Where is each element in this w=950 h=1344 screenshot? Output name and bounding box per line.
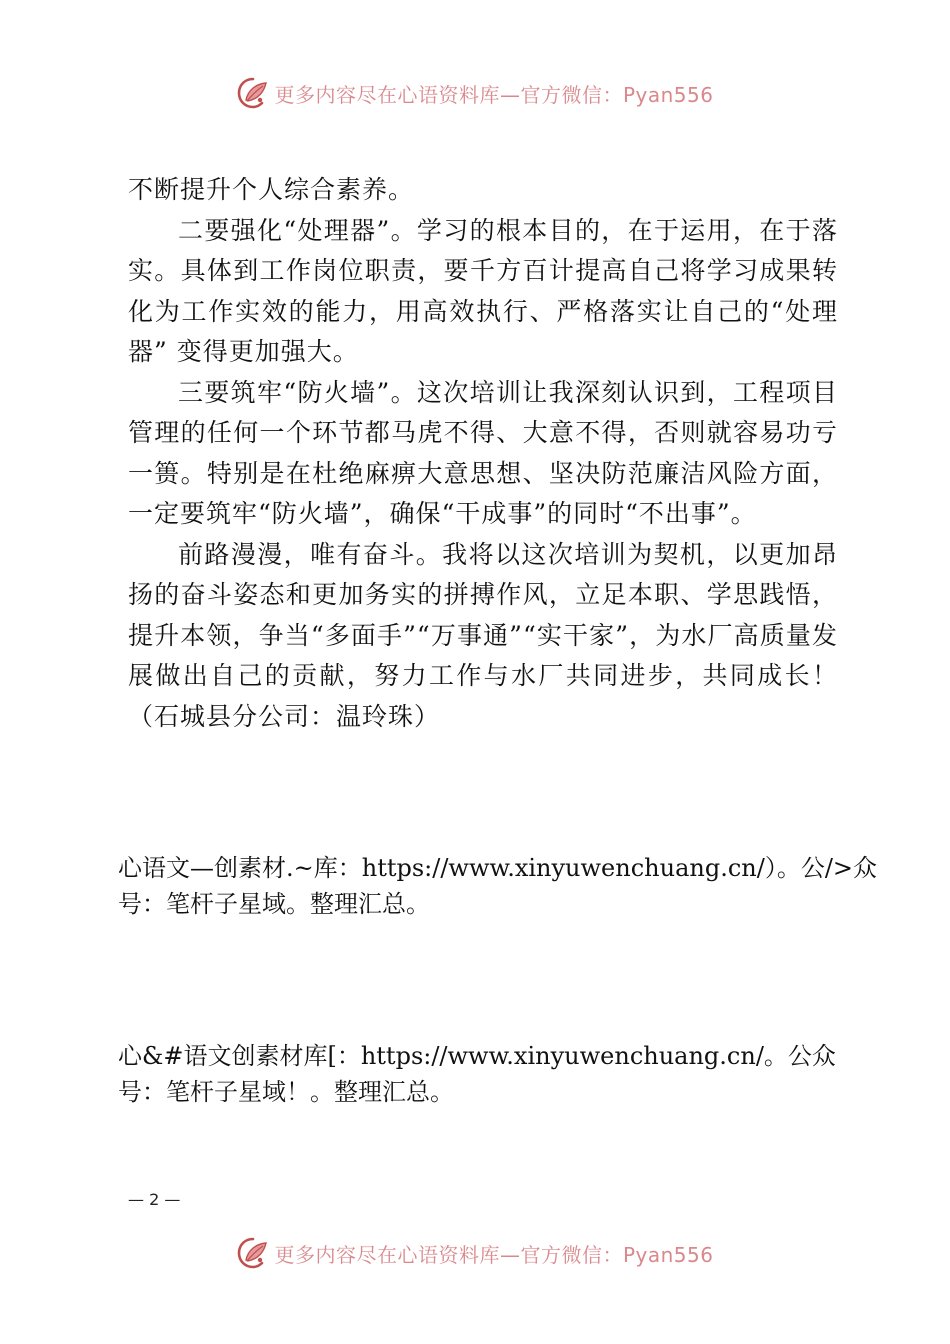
document-body [128, 170, 838, 737]
body-paragraph: 不断提升个人综合素养。 [128, 175, 415, 204]
body-paragraph: 三要筑牢“防火墙”。这次培训让我深刻认识到，工程项目管理的任何一个环节都马虎不得、大意不得，否则就容易功亏一篑。特别是在杜绝麻痹大意思想、坚决防范廉洁风险方面，一定要筑牢“防火墙”，确保“干成事”的同时“不出事”。 [128, 377, 838, 528]
page-number: — 2 — [128, 1190, 181, 1209]
body-paragraph: 前路漫漫，唯有奋斗。我将以这次培训为契机，以更加昂扬的奋斗姿态和更加务实的拼搏作风，立足本职、学思践悟，提升本领，争当“多面手”“万事通”“实干家”，为水厂高质量发 展做出自己的贡献，努力工作与水厂共同进步，共同成长！（石城县分公司：温玲珠） [128, 539, 838, 731]
watermark-banner-bottom [0, 1233, 950, 1273]
watermark-text: 更多内容尽在心语资料库—官方微信：Pyan556 [274, 82, 714, 107]
source-note: 心语文—创素材.~库：https://www.xinyuwenchuang.cn/）。公/>众号：笔杆子星域。整理汇总。 [118, 854, 878, 918]
watermark-text: 更多内容尽在心语资料库—官方微信：Pyan556 [274, 1242, 714, 1267]
watermark-banner-top [0, 73, 950, 113]
leaf-swirl-logo-icon [236, 1236, 270, 1270]
leaf-swirl-logo-icon [236, 76, 270, 110]
source-note: 心&#语文创素材库[：https://www.xinyuwenchuang.cn/。公众号：笔杆子星域！。整理汇总。 [118, 1042, 836, 1106]
body-paragraph: 二要强化“处理器”。学习的根本目的，在于运用，在于落实。具体到工作岗位职责，要千方百计提高自己将学习成果转化为工作实效的能力，用高效执行、严格落实让自己的“处理器” 变得更加强大。 [128, 215, 838, 366]
